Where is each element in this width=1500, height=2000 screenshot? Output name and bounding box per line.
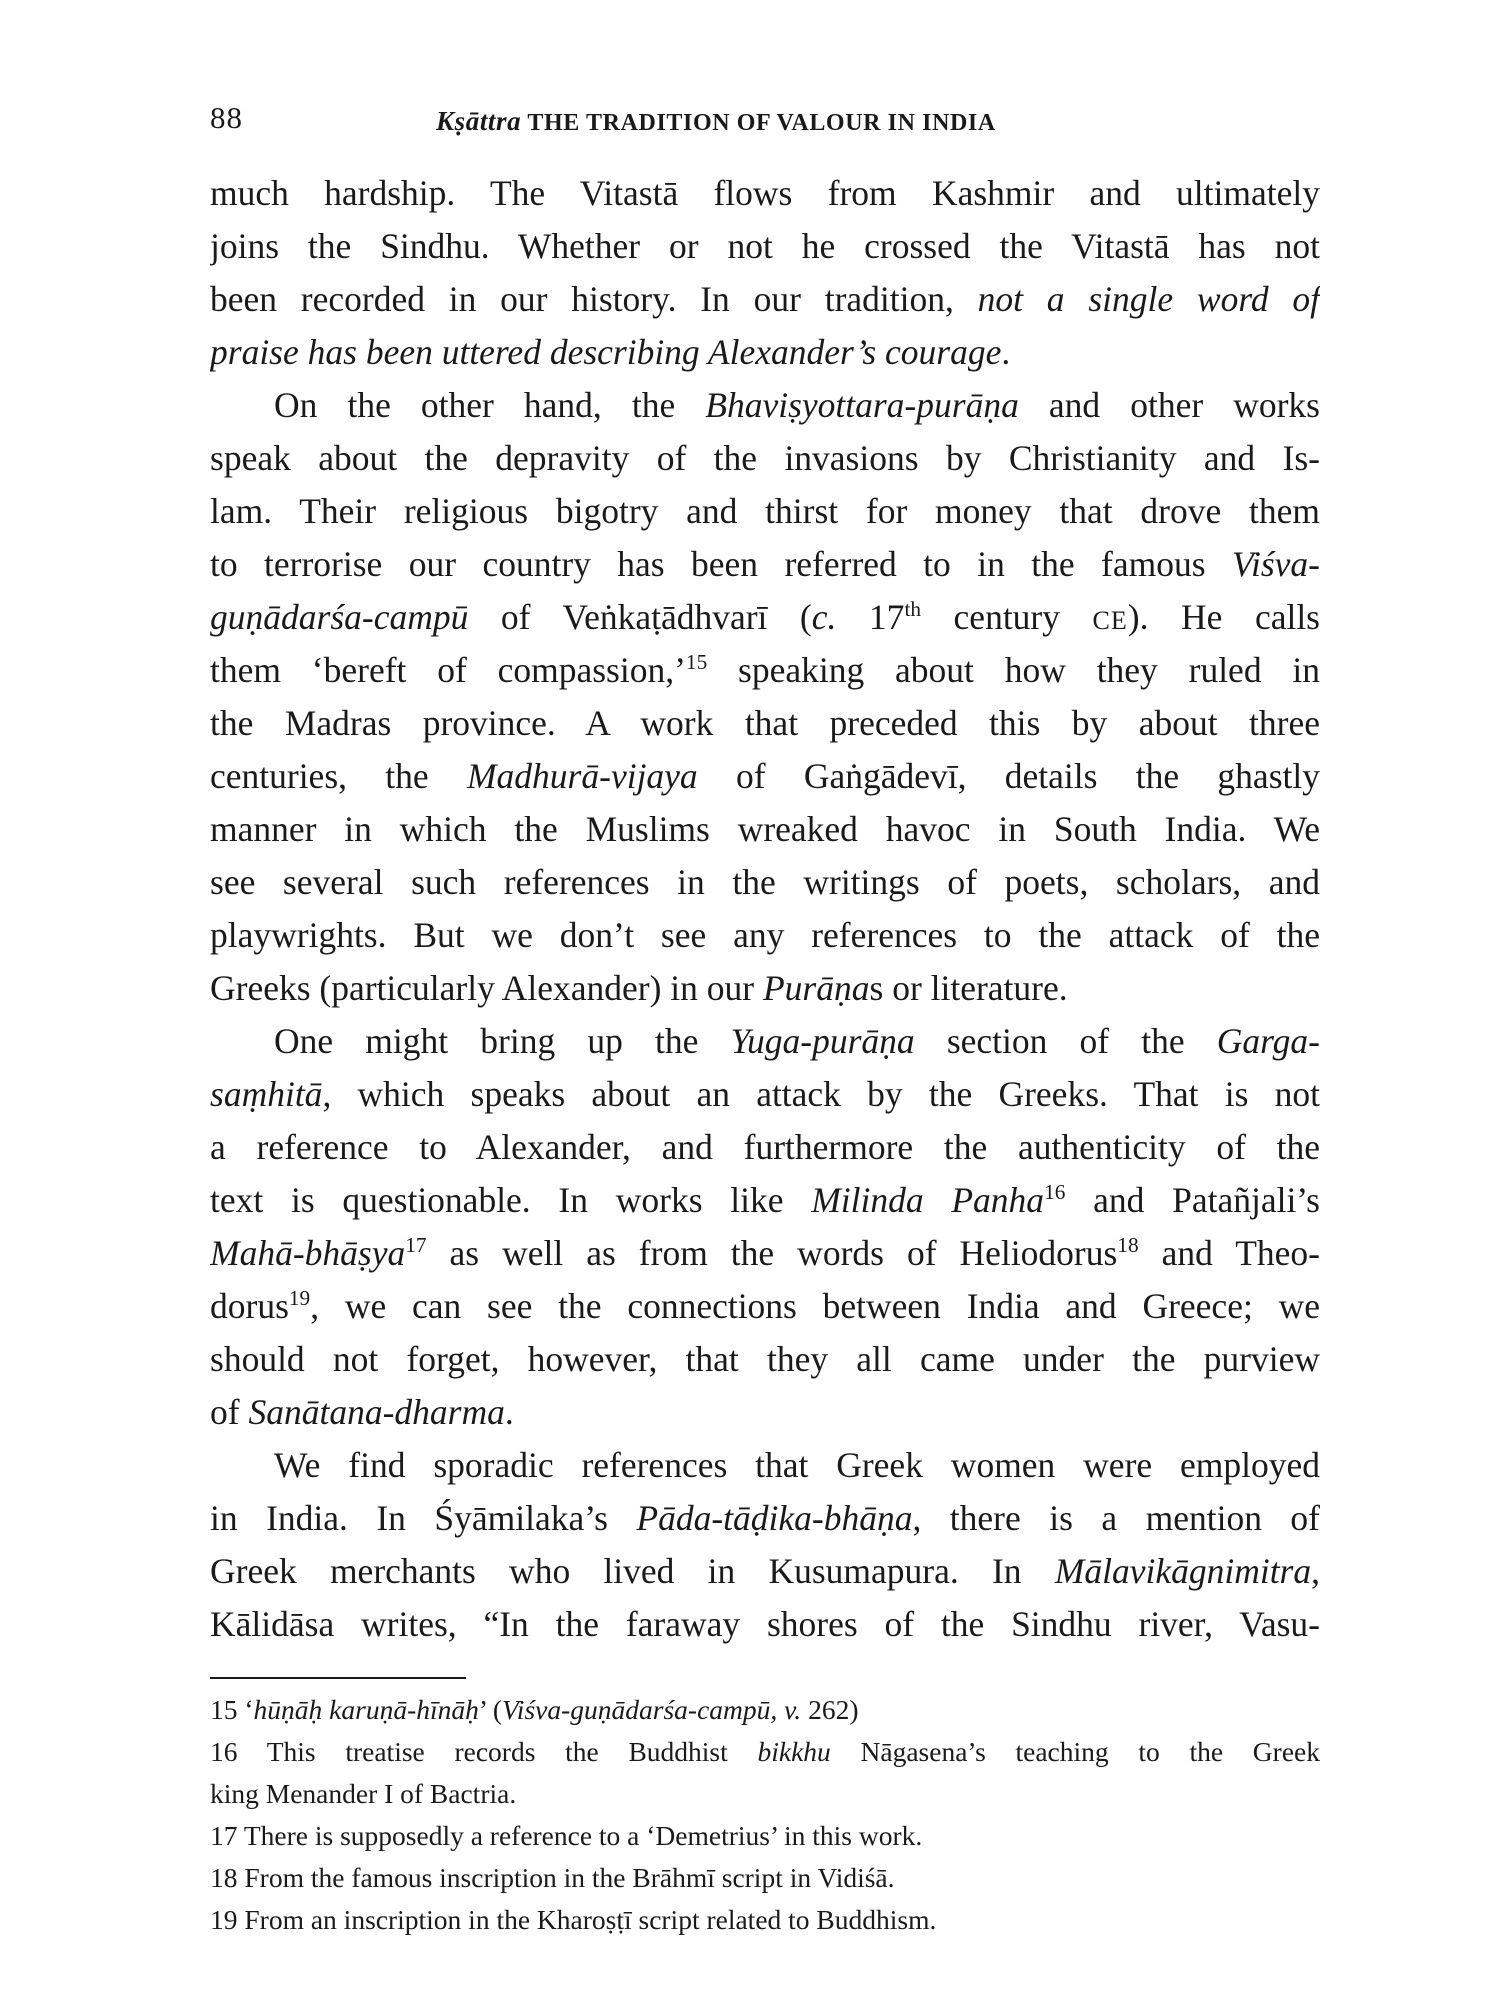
- text-line: [210, 750, 1320, 803]
- footnote-ref-16: 16: [1044, 1180, 1066, 1205]
- text-line: a reference to Alexander, and furthermore the authenticity of the: [210, 1127, 1320, 1167]
- text-line: [210, 1227, 1320, 1280]
- text-line: joins the Sindhu. Whether or not he crossed the Vitastā has not: [210, 226, 1320, 266]
- work-title: Viśva-: [1231, 544, 1320, 584]
- text-line: [210, 1545, 1320, 1598]
- text-line: see several such references in the writings of poets, scholars, and: [210, 862, 1320, 902]
- work-title: Bhaviṣyottara-purāṇa: [705, 385, 1019, 425]
- text-run: 16 This treatise records the Buddhist: [210, 1736, 758, 1767]
- work-title: saṃhitā: [210, 1074, 323, 1114]
- text-line: [210, 1386, 1320, 1439]
- footnote-ref-15: 15: [685, 650, 708, 675]
- text-run: been recorded in our history. In our tradition,: [210, 279, 978, 319]
- text-run: , there is a mention of: [912, 1498, 1320, 1538]
- page-number: 88: [210, 100, 243, 135]
- work-title: Sanātana-dharma: [248, 1392, 505, 1432]
- body-text: [210, 167, 1320, 1651]
- emphasis-text: praise has been uttered describing Alexander’s courage: [210, 332, 1002, 372]
- text-run: of Veṅkaṭādhvarī (: [468, 597, 812, 637]
- footnote-16-continued: king Menander I of Bactria.: [210, 1778, 517, 1809]
- text-run: Greeks (particularly Alexander) in our: [210, 968, 763, 1008]
- text-run: .: [1001, 332, 1011, 372]
- text-line: [210, 273, 1320, 326]
- text-run: and Patañjali’s: [1065, 1180, 1320, 1220]
- text-line: lam. Their religious bigotry and thirst for money that drove them: [210, 491, 1320, 531]
- text-line: [210, 644, 1320, 697]
- text-run: s or literature.: [869, 968, 1068, 1008]
- work-title: Pāda-tāḍika-bhāṇa: [636, 1498, 913, 1538]
- text-run: of Gaṅgādevī, details the ghastly: [697, 756, 1320, 796]
- text-line: [210, 1068, 1320, 1121]
- text-run: .: [504, 1392, 514, 1432]
- text-line: [210, 1015, 1320, 1068]
- text-run: 15 ‘: [210, 1694, 254, 1725]
- book-title-italic: Kṣāttra: [436, 106, 522, 136]
- text-line: [210, 538, 1320, 591]
- work-title: Milinda Panha: [811, 1180, 1045, 1220]
- footnotes: [210, 1689, 1320, 1941]
- footnote-ref-19: 19: [288, 1286, 311, 1311]
- text-run: centuries, the: [210, 756, 467, 796]
- text-line: [210, 962, 1320, 1015]
- text-run: of: [210, 1392, 249, 1432]
- text-line: should not forget, however, that they all came under the purview: [210, 1339, 1320, 1379]
- text-line: [210, 326, 1320, 379]
- text-run: speaking about how they ruled in: [707, 650, 1320, 690]
- text-run: section of the: [914, 1021, 1217, 1061]
- book-title-rest: THE TRADITION OF VALOUR IN INDIA: [527, 110, 996, 136]
- text-line: Kālidāsa writes, “In the faraway shores of the Sindhu river, Vasu-: [210, 1604, 1320, 1644]
- text-run: ). He calls: [1127, 597, 1320, 637]
- text-line: manner in which the Muslims wreaked havoc in South India. We: [210, 809, 1320, 849]
- footnote-ref-18: 18: [1117, 1233, 1139, 1258]
- footnote-15: [210, 1689, 1320, 1731]
- text-run: dorus: [210, 1286, 289, 1326]
- work-title: Yuga-purāṇa: [730, 1021, 915, 1061]
- text-run: and other works: [1018, 385, 1320, 425]
- work-title: Mālavikāgnimitra: [1054, 1551, 1312, 1591]
- text-run: 17: [836, 597, 905, 637]
- text-line: the Madras province. A work that preceded this by about three: [210, 703, 1320, 743]
- text-run: , we can see the connections between India and Greece; we: [310, 1286, 1320, 1326]
- text-run: ,: [1311, 1551, 1320, 1591]
- text-run: , which speaks about an attack by the Greeks. That is not: [322, 1074, 1320, 1114]
- text-run: On the other hand, the: [274, 385, 706, 425]
- text-line: [210, 379, 1320, 432]
- text-run: c.: [811, 597, 837, 637]
- running-head: [210, 100, 1320, 140]
- text-run: to terrorise our country has been referred to in the famous: [210, 544, 1232, 584]
- text-line: playwrights. But we don’t see any references to the attack of the: [210, 915, 1320, 955]
- work-title: Mahā-bhāṣya: [210, 1233, 406, 1273]
- text-line: [210, 1280, 1320, 1333]
- book-title: [436, 106, 996, 137]
- footnote-18: 18 From the famous inscription in the Brāhmī script in Vidiśā.: [210, 1862, 895, 1893]
- footnote-ref-17: 17: [405, 1233, 427, 1258]
- small-caps-text: CE: [1092, 606, 1128, 635]
- emphasis-text: hūṇāḥ karuṇā-hīnāḥ: [253, 1694, 479, 1725]
- text-line: [210, 1492, 1320, 1545]
- text-run: One might bring up the: [274, 1021, 731, 1061]
- text-line: [210, 591, 1320, 644]
- text-line: speak about the depravity of the invasions by Christianity and Is-: [210, 438, 1320, 478]
- text-run: century: [921, 597, 1093, 637]
- work-title: Garga-: [1216, 1021, 1320, 1061]
- footnote-17: 17 There is supposedly a reference to a ‘Demetrius’ in this work.: [210, 1820, 923, 1851]
- text-run: and Theo-: [1138, 1233, 1320, 1273]
- text-run: them ‘bereft of compassion,’: [210, 650, 686, 690]
- text-run: Greek merchants who lived in Kusumapura. In: [210, 1551, 1055, 1591]
- text-run: ’ (: [478, 1694, 503, 1725]
- text-run: Nāgasena’s teaching to the Greek: [830, 1736, 1320, 1767]
- text-line: We find sporadic references that Greek women were employed: [274, 1445, 1320, 1485]
- emphasis-text: not a single word of: [977, 279, 1320, 319]
- work-title: Madhurā-vijaya: [466, 756, 698, 796]
- text-line: much hardship. The Vitastā flows from Kashmir and ultimately: [210, 173, 1320, 213]
- footnote-divider: [210, 1677, 466, 1679]
- work-title: Viśva-guṇādarśa-campū, v.: [502, 1694, 802, 1725]
- footnote-19: 19 From an inscription in the Kharoṣṭī script related to Buddhism.: [210, 1904, 937, 1935]
- text-run: text is questionable. In works like: [210, 1180, 812, 1220]
- text-run: in India. In Śyāmilaka’s: [210, 1498, 637, 1538]
- text-run: as well as from the words of Heliodorus: [426, 1233, 1118, 1273]
- text-run: 262): [801, 1694, 859, 1725]
- superscript: th: [904, 597, 922, 622]
- text-line: [210, 1174, 1320, 1227]
- emphasis-text: bikkhu: [757, 1736, 831, 1767]
- work-title: Purāṇa: [763, 968, 870, 1008]
- footnote-16: [210, 1731, 1320, 1773]
- work-title: guṇādarśa-campū: [210, 597, 469, 637]
